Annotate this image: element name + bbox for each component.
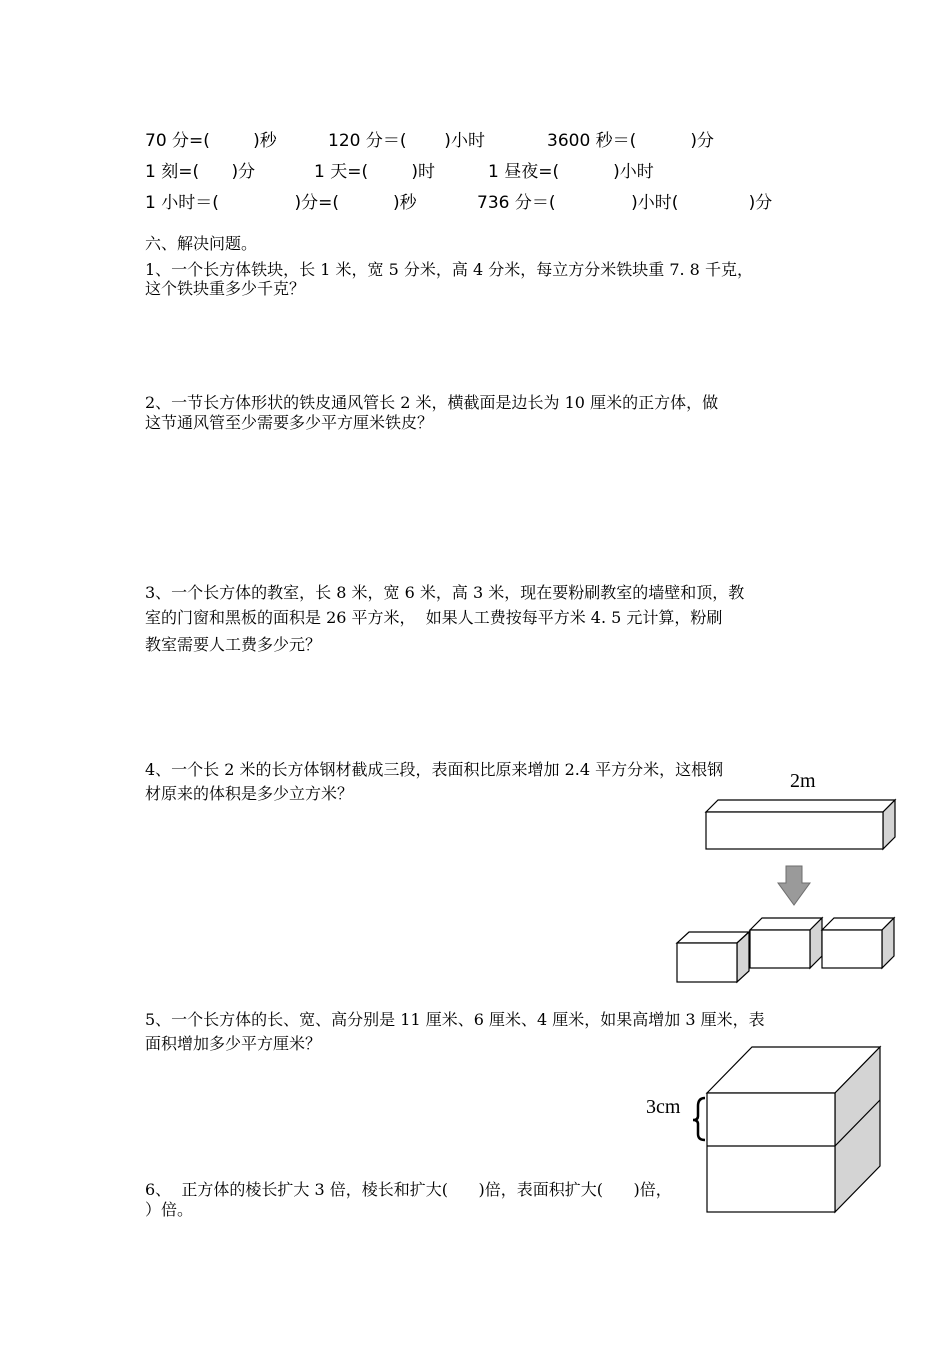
long-bar-shape: [706, 800, 895, 849]
question-3-line-3: 教室需要人工费多少元？: [145, 635, 322, 654]
down-arrow-icon: [778, 866, 810, 905]
question-2-line-2: 这节通风管至少需要多少平方厘米铁皮？: [145, 413, 434, 432]
question-3-line-2: 室的门窗和黑板的面积是 26 平方米， 如果人工费按每平方米 4. 5 元计算，粉刷: [145, 608, 723, 627]
length-label: 2m: [790, 770, 816, 792]
question-1-line-2: 这个铁块重多少千克？: [145, 279, 306, 298]
conversion-1-1: 70 分=( )秒: [145, 131, 277, 151]
cuboid-figure: [707, 1047, 880, 1212]
cut-piece-3: [822, 918, 894, 968]
conversion-2-1: 1 刻=( )分: [145, 162, 256, 182]
question-5-line-1: 5、一个长方体的长、宽、高分别是 11 厘米、6 厘米、4 厘米，如果高增加 3 厘米，表: [145, 1010, 765, 1029]
height-label: 3cm: [646, 1096, 681, 1118]
question-6-line-1: 6、 正方体的棱长扩大 3 倍，棱长和扩大( )倍，表面积扩大( )倍，: [145, 1180, 672, 1199]
question-6-line-2: ）倍。: [145, 1200, 194, 1219]
question-4-line-2: 材原来的体积是多少立方米？: [145, 784, 354, 803]
question-4-line-1: 4、一个长 2 米的长方体钢材截成三段，表面积比原来增加 2.4 平方分米，这根钢: [145, 760, 724, 779]
conversion-1-2: 120 分＝( )小时: [328, 131, 485, 151]
conversion-3-1: 1 小时＝( )分=( )秒: [145, 193, 417, 213]
question-5-line-2: 面积增加多少平方厘米？: [145, 1034, 322, 1053]
conversion-2-3: 1 昼夜=( )小时: [488, 162, 654, 182]
brace-icon: [693, 1098, 705, 1140]
question-2-line-1: 2、一节长方体形状的铁皮通风管长 2 米，横截面是边长为 10 厘米的正方体，做: [145, 393, 719, 412]
cut-piece-2: [750, 918, 822, 968]
conversion-3-2: 736 分＝( )小时( )分: [477, 193, 773, 213]
question-1-line-1: 1、一个长方体铁块，长 1 米，宽 5 分米，高 4 分米，每立方分米铁块重 7. 8 千克，: [145, 260, 753, 279]
question-3-line-1: 3、一个长方体的教室，长 8 米，宽 6 米，高 3 米，现在要粉刷教室的墙壁和顶，教: [145, 583, 745, 602]
cut-piece-1: [677, 932, 749, 982]
section-title: 六、解决问题。: [145, 234, 258, 253]
conversion-2-2: 1 天=( )时: [314, 162, 435, 182]
conversion-1-3: 3600 秒＝( )分: [547, 131, 714, 151]
